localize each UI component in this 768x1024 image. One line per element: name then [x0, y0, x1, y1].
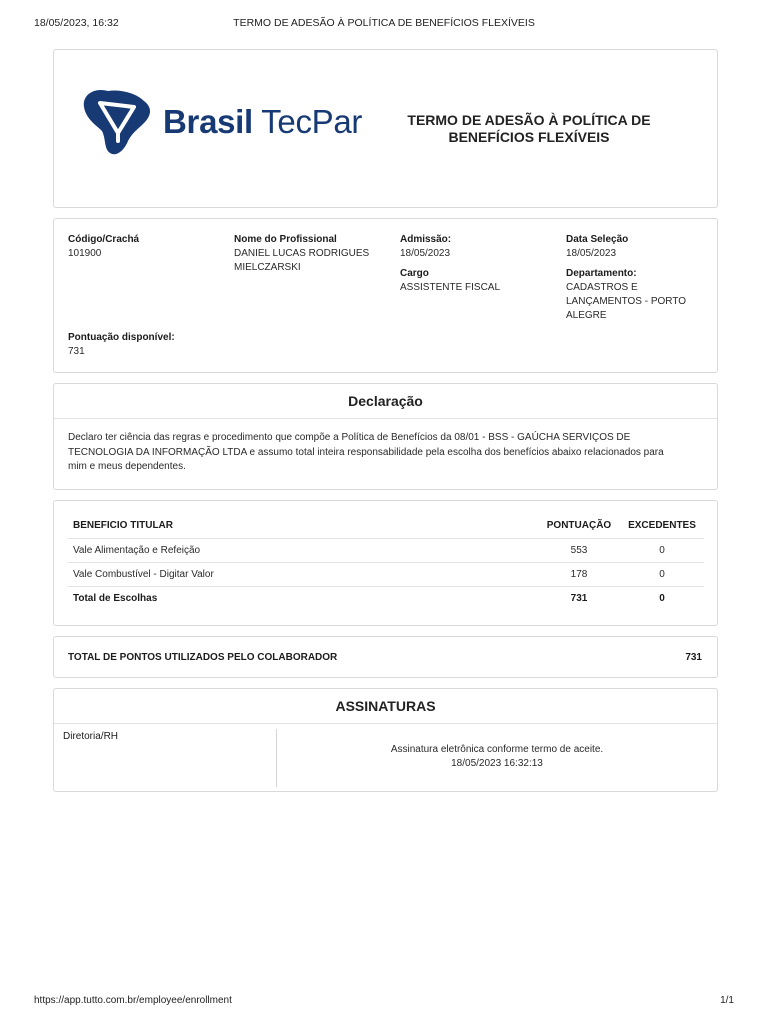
- total-points-value: 731: [685, 652, 702, 663]
- total-label: Total de Escolhas: [68, 586, 538, 611]
- benefits-card: [53, 500, 718, 626]
- signature-text: Assinatura eletrônica conforme termo de aceite.: [390, 744, 604, 755]
- declaration-text: Declaro ter ciência das regras e procedimento que compõe a Política de Benefícios da 08/01 - BSS - GAÚCHA SERVIÇOS DE TECNOLOGIA DA INFORMAÇÃO LTDA e assumo total inteira responsabilidade pela escolha dos benefícios abaixo relacionados para mim e meus dependentes.: [68, 432, 664, 472]
- column-header-excess: EXCEDENTES: [620, 514, 704, 538]
- benefit-points: 553: [538, 538, 620, 562]
- available-points-field: Pontuação disponível: 731: [68, 332, 175, 357]
- benefit-name: Vale Alimentação e Refeição: [68, 538, 538, 562]
- table-row: [68, 562, 704, 586]
- employee-name-field: Nome do Profissional DANIEL LUCAS RODRIGUES MIELCZARSKI: [234, 234, 370, 273]
- employee-code-field: Código/Crachá 101900: [68, 234, 140, 259]
- employee-info-card: [53, 218, 718, 373]
- print-datetime: 18/05/2023, 16:32: [34, 17, 119, 29]
- job-role-field: Cargo ASSISTENTE FISCAL: [400, 268, 501, 293]
- department-field: Departamento: CADASTROS E LANÇAMENTOS - PORTO ALEGRE: [566, 268, 687, 321]
- table-row: [68, 538, 704, 562]
- benefits-table: [68, 514, 704, 611]
- page-number: 1/1: [720, 995, 734, 1006]
- total-points-label: TOTAL DE PONTOS UTILIZADOS PELO COLABORADOR: [68, 652, 338, 663]
- print-header: [34, 17, 734, 31]
- total-points: 731: [538, 586, 620, 611]
- print-document-title: TERMO DE ADESÃO À POLÍTICA DE BENEFÍCIOS FLEXÍVEIS: [233, 17, 535, 29]
- benefit-name: Vale Combustível - Digitar Valor: [68, 562, 538, 586]
- brazil-map-logo-icon: [78, 83, 154, 159]
- signature-role-cell: [54, 725, 276, 792]
- signature-role: Diretoria/RH: [63, 731, 119, 742]
- electronic-signature: [277, 743, 717, 771]
- benefit-excess: 0: [620, 562, 704, 586]
- declaration-card: [53, 383, 718, 490]
- print-footer: [34, 995, 734, 1009]
- selection-date-field: Data Seleção 18/05/2023: [566, 234, 629, 259]
- benefit-points: 178: [538, 562, 620, 586]
- admission-date-field: Admissão: 18/05/2023: [400, 234, 452, 259]
- column-header-points: PONTUAÇÃO: [538, 514, 620, 538]
- table-header-row: [68, 514, 704, 538]
- page-url: https://app.tutto.com.br/employee/enrollment: [34, 995, 232, 1006]
- declaration-heading: Declaração: [54, 384, 717, 419]
- signature-datetime: 18/05/2023 16:32:13: [451, 758, 543, 769]
- total-points-card: [53, 636, 718, 678]
- signatures-heading: ASSINATURAS: [54, 689, 717, 724]
- benefit-excess: 0: [620, 538, 704, 562]
- total-excess: 0: [620, 586, 704, 611]
- column-header-benefit: BENEFICIO TITULAR: [68, 514, 538, 538]
- company-logo: [78, 83, 363, 159]
- document-title: TERMO DE ADESÃO À POLÍTICA DE BENEFÍCIOS FLEXÍVEIS: [407, 112, 651, 145]
- table-total-row: [68, 586, 704, 611]
- logo-wordmark: Brasil TecPar: [163, 103, 363, 140]
- document-header-card: [53, 49, 718, 208]
- signatures-card: [53, 688, 718, 792]
